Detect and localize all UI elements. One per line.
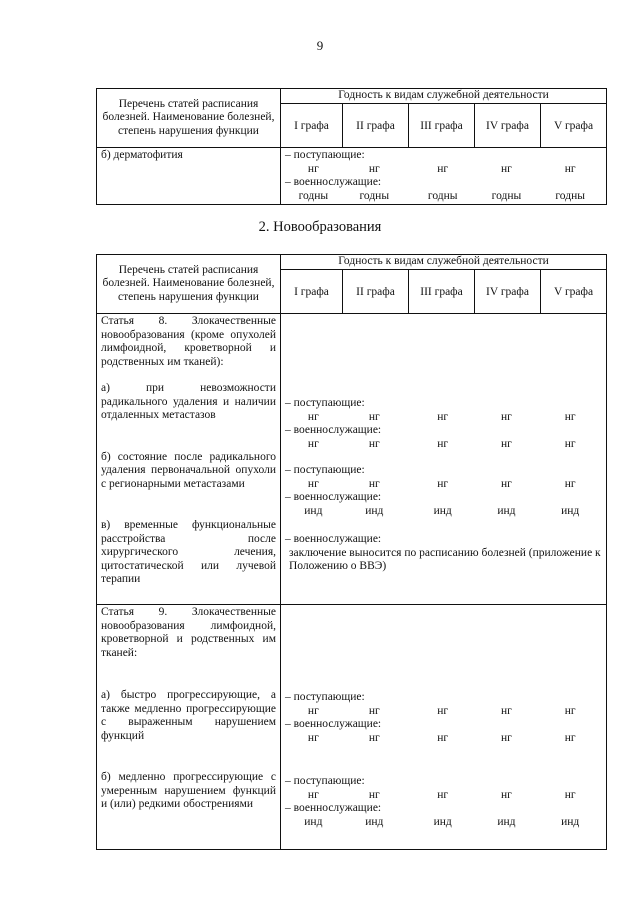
value-col-5: нг	[564, 162, 576, 175]
article-9-item-a: а) быстро прогрессирующие, а также медленно прогрессирующие с выраженным нарушением функций	[101, 689, 276, 742]
servicemen-values	[285, 438, 602, 452]
value-col-4: нг	[501, 477, 512, 490]
applicants-values	[285, 478, 602, 492]
value-col-2: годны	[359, 189, 390, 202]
header-fitness-title: Годность к видам служебной деятельности	[281, 255, 607, 270]
value-col-3: инд	[433, 504, 452, 517]
table-header-row	[97, 255, 607, 270]
header-list-title: Перечень статей расписания болезней. Наименование болезней, степень нарушения функции	[97, 89, 281, 148]
servicemen-label: – военнослужащие:	[285, 802, 382, 814]
header-column-2: II графа	[343, 104, 409, 148]
header-column-1: I графа	[281, 104, 343, 148]
value-col-3: нг	[437, 731, 449, 744]
value-col-3: нг	[437, 410, 449, 423]
value-col-2: нг	[368, 477, 380, 490]
value-col-1: инд	[304, 815, 323, 828]
value-col-3: нг	[437, 477, 449, 490]
value-col-4: нг	[501, 704, 512, 717]
servicemen-label: – военнослужащие:	[285, 533, 382, 545]
value-col-3: нг	[437, 437, 449, 450]
header-column-5: V графа	[541, 270, 607, 314]
value-col-2: нг	[368, 704, 380, 717]
applicants-label: – поступающие:	[285, 464, 365, 476]
value-col-5: инд	[561, 504, 580, 517]
value-col-1: нг	[307, 437, 319, 450]
value-col-2: нг	[368, 731, 380, 744]
value-col-2: нг	[368, 788, 380, 801]
value-col-5: годны	[555, 189, 585, 202]
value-col-3: инд	[433, 815, 452, 828]
header-column-4: IV графа	[475, 270, 541, 314]
header-column-5: V графа	[541, 104, 607, 148]
servicemen-label: – военнослужащие:	[285, 176, 382, 188]
header-column-2: II графа	[343, 270, 409, 314]
value-col-4: нг	[501, 410, 512, 423]
article-8-item-b: б) состояние после радикального удаления первоначальной опухоли с регионарными метастазами	[101, 450, 276, 490]
header-column-1: I графа	[281, 270, 343, 314]
servicemen-values	[285, 505, 602, 519]
section-title: 2. Новообразования	[258, 219, 382, 235]
value-col-2: нг	[368, 410, 380, 423]
value-col-1: нг	[307, 410, 319, 423]
value-col-5: инд	[561, 815, 580, 828]
servicemen-values	[285, 732, 602, 746]
fitness-cell	[281, 148, 607, 205]
value-col-1: инд	[304, 504, 323, 517]
value-col-5: нг	[564, 788, 576, 801]
applicants-label: – поступающие:	[285, 775, 365, 787]
value-col-3: годны	[427, 189, 458, 202]
conclusion-text: заключение выносится по расписанию болезней (приложение к Положению о ВВЭ)	[289, 546, 601, 572]
value-col-2: нг	[368, 162, 380, 175]
header-column-4: IV графа	[475, 104, 541, 148]
table-row	[97, 148, 607, 205]
servicemen-label: – военнослужащие:	[285, 718, 382, 730]
article-8-title: Статья 8. Злокачественные новообразования (кроме опухолей лимфоидной, кроветворной и родственных им тканей):	[101, 315, 276, 368]
table-row	[97, 314, 607, 605]
value-col-2: инд	[365, 504, 384, 517]
value-col-5: нг	[564, 704, 576, 717]
fitness-cell	[281, 605, 607, 850]
article-8-item-a: а) при невозможности радикального удаления и наличии отдаленных метастазов	[101, 382, 276, 421]
article-8-item-v: в) временные функциональные расстройства после хирургического лечения, цитостатической или лучевой терапии	[101, 519, 276, 585]
header-list-title: Перечень статей расписания болезней. Наименование болезней, степень нарушения функции	[97, 255, 281, 314]
value-col-5: нг	[564, 477, 576, 490]
value-col-4: нг	[501, 788, 512, 801]
table-row	[97, 605, 607, 850]
page-number: 9	[316, 38, 324, 53]
value-col-4: нг	[501, 437, 512, 450]
header-fitness-title: Годность к видам служебной деятельности	[281, 89, 607, 104]
servicemen-label: – военнослужащие:	[285, 491, 382, 503]
value-col-1: годны	[298, 189, 329, 202]
servicemen-label: – военнослужащие:	[285, 424, 382, 436]
value-col-1: нг	[307, 162, 319, 175]
fitness-table-continued	[96, 88, 607, 205]
applicants-values	[285, 789, 602, 803]
value-col-4: инд	[497, 504, 516, 517]
servicemen-values	[285, 190, 602, 204]
article-9-title: Статья 9. Злокачественные новообразования лимфоидной, кроветворной и родственных им тканей:	[101, 606, 276, 659]
table-header-row	[97, 89, 607, 104]
value-col-3: нг	[437, 162, 449, 175]
applicants-values	[285, 705, 602, 719]
value-col-1: нг	[307, 704, 319, 717]
applicants-label: – поступающие:	[285, 691, 365, 703]
value-col-2: инд	[365, 815, 384, 828]
applicants-values	[285, 411, 602, 425]
value-col-5: нг	[564, 437, 576, 450]
row-text: б) дерматофития	[101, 149, 183, 161]
value-col-4: нг	[501, 162, 512, 175]
header-column-3: III графа	[409, 104, 475, 148]
value-col-1: нг	[307, 731, 319, 744]
header-column-3: III графа	[409, 270, 475, 314]
value-col-3: нг	[437, 704, 449, 717]
value-col-4: инд	[497, 815, 516, 828]
fitness-table-neoplasms	[96, 254, 607, 850]
value-col-1: нг	[307, 477, 319, 490]
applicants-values	[285, 163, 602, 177]
row-dermatophytosis	[97, 148, 281, 205]
applicants-label: – поступающие:	[285, 397, 365, 409]
value-col-1: нг	[307, 788, 319, 801]
value-col-5: нг	[564, 731, 576, 744]
fitness-cell	[281, 314, 607, 605]
value-col-4: нг	[501, 731, 512, 744]
value-col-3: нг	[437, 788, 449, 801]
applicants-label: – поступающие:	[285, 149, 365, 161]
article-9-item-b: б) медленно прогрессирующие с умеренным нарушением функций и (или) редкими обострениями	[101, 771, 276, 810]
article-8-cell	[97, 314, 281, 605]
article-9-cell	[97, 605, 281, 850]
value-col-4: годны	[491, 189, 522, 202]
value-col-5: нг	[564, 410, 576, 423]
value-col-2: нг	[368, 437, 380, 450]
servicemen-values	[285, 816, 602, 830]
